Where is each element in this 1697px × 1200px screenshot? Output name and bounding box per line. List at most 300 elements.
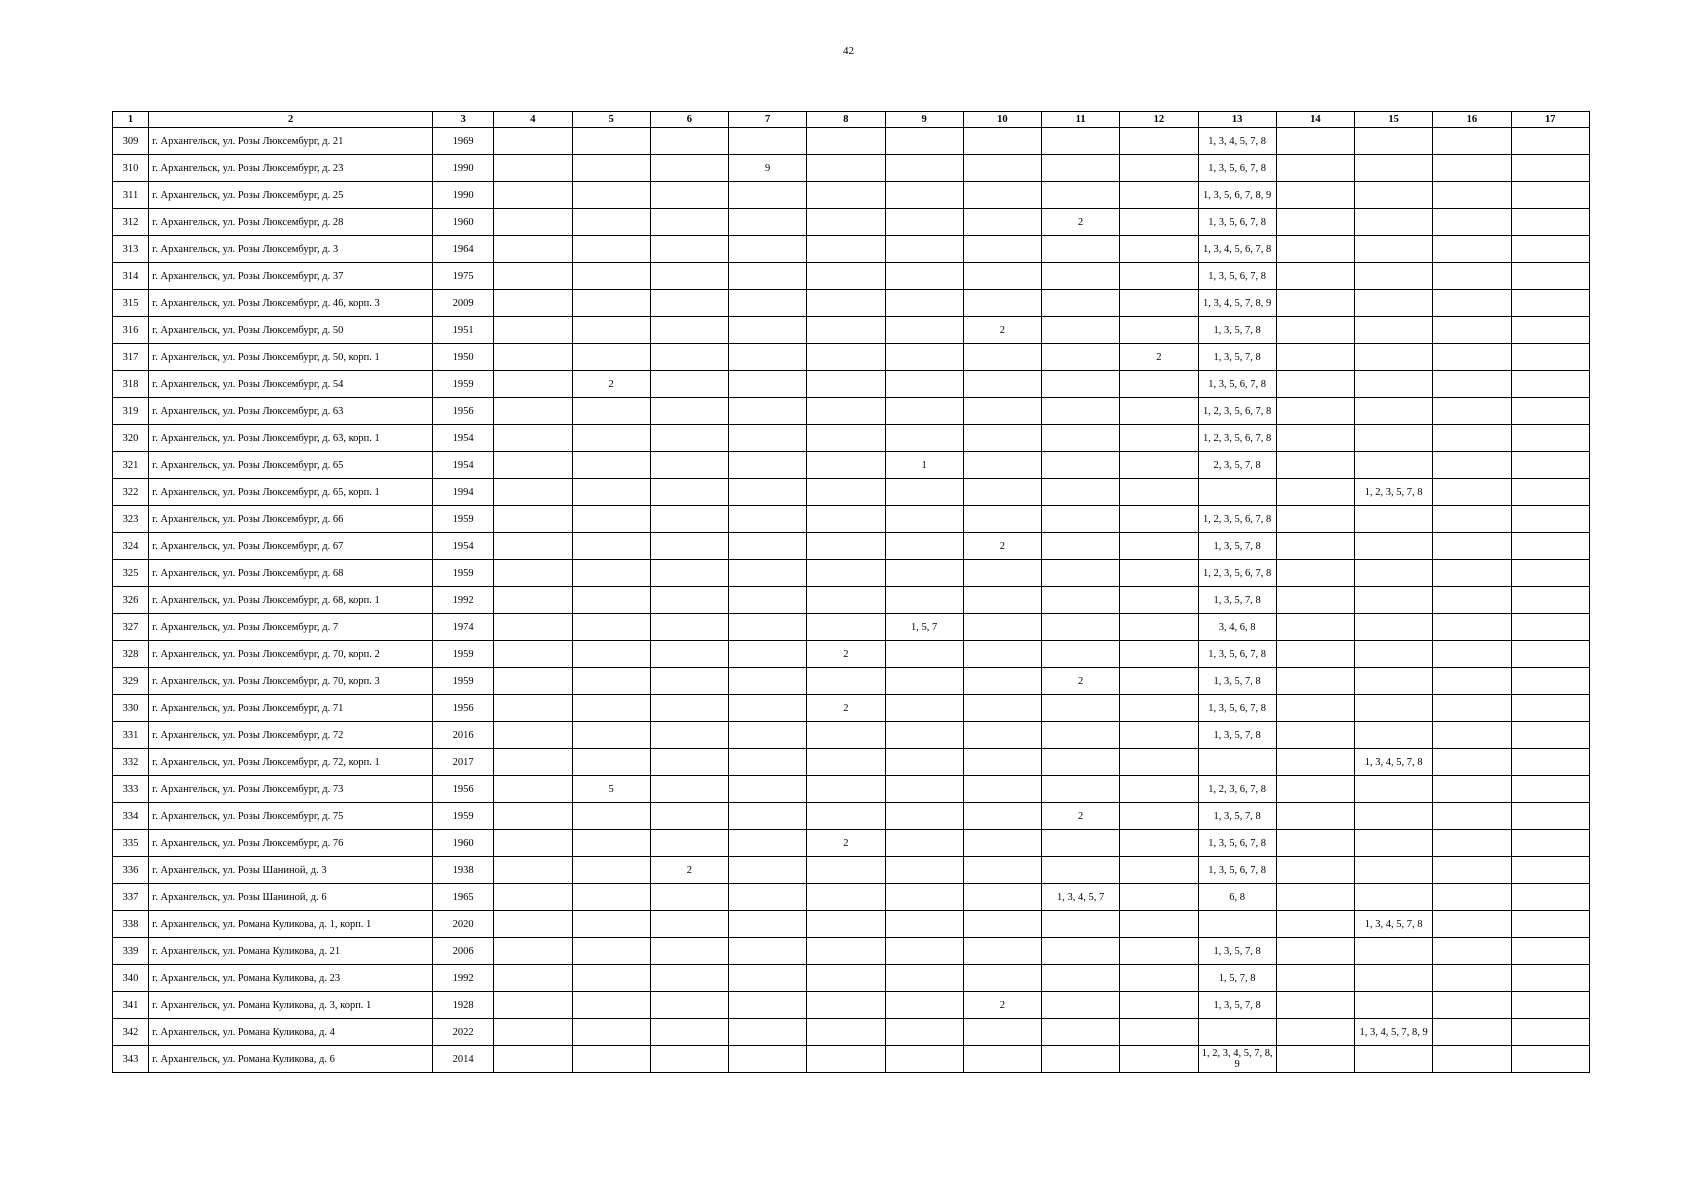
col-12-cell <box>1120 182 1198 209</box>
col-5-cell: 5 <box>572 776 650 803</box>
col-13-cell: 1, 3, 5, 6, 7, 8, 9 <box>1198 182 1276 209</box>
col-6-cell <box>650 668 728 695</box>
col-11-cell: 2 <box>1042 209 1120 236</box>
col-6-cell <box>650 884 728 911</box>
year-cell: 2016 <box>433 722 494 749</box>
col-7-cell <box>729 182 807 209</box>
row-number-cell: 332 <box>113 749 149 776</box>
col-17-cell <box>1511 425 1589 452</box>
col-16-cell <box>1433 587 1511 614</box>
address-cell: г. Архангельск, ул. Розы Люксембург, д. 65 <box>149 452 433 479</box>
col-6-cell <box>650 722 728 749</box>
col-17-cell <box>1511 857 1589 884</box>
col-8-cell <box>807 398 885 425</box>
col-13-cell: 1, 2, 3, 5, 6, 7, 8 <box>1198 398 1276 425</box>
row-number-cell: 335 <box>113 830 149 857</box>
col-14-cell <box>1276 263 1354 290</box>
col-10-cell <box>963 857 1041 884</box>
year-cell: 1990 <box>433 155 494 182</box>
col-13-cell: 1, 3, 5, 7, 8 <box>1198 344 1276 371</box>
col-9-cell <box>885 911 963 938</box>
col-9-cell <box>885 803 963 830</box>
column-header-16: 16 <box>1433 112 1511 128</box>
col-4-cell <box>494 371 572 398</box>
table-row <box>113 776 1590 803</box>
col-6-cell <box>650 830 728 857</box>
col-8-cell <box>807 263 885 290</box>
row-number-cell: 320 <box>113 425 149 452</box>
year-cell: 2020 <box>433 911 494 938</box>
row-number-cell: 327 <box>113 614 149 641</box>
col-7-cell: 9 <box>729 155 807 182</box>
col-12-cell <box>1120 128 1198 155</box>
col-16-cell <box>1433 398 1511 425</box>
col-5-cell <box>572 533 650 560</box>
year-cell: 1959 <box>433 803 494 830</box>
year-cell: 1950 <box>433 344 494 371</box>
col-16-cell <box>1433 209 1511 236</box>
col-5-cell <box>572 830 650 857</box>
year-cell: 1969 <box>433 128 494 155</box>
col-16-cell <box>1433 911 1511 938</box>
col-11-cell <box>1042 155 1120 182</box>
col-7-cell <box>729 371 807 398</box>
col-10-cell <box>963 749 1041 776</box>
year-cell: 1992 <box>433 965 494 992</box>
col-13-cell: 1, 3, 5, 7, 8 <box>1198 803 1276 830</box>
col-7-cell <box>729 668 807 695</box>
col-9-cell <box>885 965 963 992</box>
table-row <box>113 749 1590 776</box>
row-number-cell: 325 <box>113 560 149 587</box>
col-14-cell <box>1276 344 1354 371</box>
table-row <box>113 182 1590 209</box>
col-6-cell <box>650 1019 728 1046</box>
col-17-cell <box>1511 749 1589 776</box>
col-11-cell <box>1042 263 1120 290</box>
col-13-cell <box>1198 1019 1276 1046</box>
col-12-cell <box>1120 155 1198 182</box>
col-11-cell <box>1042 857 1120 884</box>
col-13-cell: 1, 3, 5, 7, 8 <box>1198 533 1276 560</box>
col-5-cell <box>572 668 650 695</box>
col-17-cell <box>1511 830 1589 857</box>
col-12-cell <box>1120 749 1198 776</box>
col-4-cell <box>494 290 572 317</box>
col-11-cell <box>1042 398 1120 425</box>
col-8-cell <box>807 749 885 776</box>
address-cell: г. Архангельск, ул. Розы Люксембург, д. 68, корп. 1 <box>149 587 433 614</box>
col-10-cell <box>963 695 1041 722</box>
col-7-cell <box>729 776 807 803</box>
table-row <box>113 911 1590 938</box>
table-row <box>113 884 1590 911</box>
col-9-cell <box>885 371 963 398</box>
col-15-cell <box>1355 263 1433 290</box>
col-6-cell <box>650 398 728 425</box>
col-11-cell <box>1042 425 1120 452</box>
col-9-cell <box>885 1046 963 1073</box>
year-cell: 2006 <box>433 938 494 965</box>
col-8-cell <box>807 533 885 560</box>
table-row <box>113 263 1590 290</box>
col-5-cell <box>572 911 650 938</box>
col-9-cell <box>885 398 963 425</box>
col-6-cell <box>650 614 728 641</box>
col-9-cell <box>885 695 963 722</box>
col-11-cell <box>1042 965 1120 992</box>
address-cell: г. Архангельск, ул. Розы Люксембург, д. 70, корп. 2 <box>149 641 433 668</box>
col-14-cell <box>1276 992 1354 1019</box>
col-10-cell <box>963 938 1041 965</box>
col-17-cell <box>1511 479 1589 506</box>
address-cell: г. Архангельск, ул. Розы Люксембург, д. 76 <box>149 830 433 857</box>
col-7-cell <box>729 533 807 560</box>
col-8-cell <box>807 857 885 884</box>
col-10-cell <box>963 155 1041 182</box>
col-5-cell <box>572 938 650 965</box>
year-cell: 1990 <box>433 182 494 209</box>
col-7-cell <box>729 506 807 533</box>
col-6-cell <box>650 479 728 506</box>
col-12-cell <box>1120 479 1198 506</box>
column-header-10: 10 <box>963 112 1041 128</box>
col-12-cell <box>1120 506 1198 533</box>
col-4-cell <box>494 749 572 776</box>
col-14-cell <box>1276 425 1354 452</box>
col-17-cell <box>1511 587 1589 614</box>
col-8-cell <box>807 155 885 182</box>
col-14-cell <box>1276 722 1354 749</box>
col-14-cell <box>1276 857 1354 884</box>
col-14-cell <box>1276 830 1354 857</box>
address-cell: г. Архангельск, ул. Розы Люксембург, д. 21 <box>149 128 433 155</box>
column-header-7: 7 <box>729 112 807 128</box>
col-13-cell: 1, 3, 5, 6, 7, 8 <box>1198 371 1276 398</box>
col-12-cell <box>1120 317 1198 344</box>
col-15-cell: 1, 3, 4, 5, 7, 8 <box>1355 749 1433 776</box>
col-15-cell <box>1355 722 1433 749</box>
col-7-cell <box>729 317 807 344</box>
col-10-cell <box>963 803 1041 830</box>
table-body <box>113 128 1590 1073</box>
col-14-cell <box>1276 1019 1354 1046</box>
col-14-cell <box>1276 884 1354 911</box>
col-15-cell <box>1355 533 1433 560</box>
col-11-cell: 2 <box>1042 668 1120 695</box>
row-number-cell: 328 <box>113 641 149 668</box>
col-5-cell <box>572 587 650 614</box>
address-cell: г. Архангельск, ул. Романа Куликова, д. 6 <box>149 1046 433 1073</box>
row-number-cell: 337 <box>113 884 149 911</box>
column-header-9: 9 <box>885 112 963 128</box>
col-11-cell <box>1042 641 1120 668</box>
col-12-cell <box>1120 560 1198 587</box>
col-14-cell <box>1276 695 1354 722</box>
col-15-cell <box>1355 506 1433 533</box>
col-9-cell <box>885 587 963 614</box>
col-15-cell <box>1355 317 1433 344</box>
col-10-cell <box>963 128 1041 155</box>
row-number-cell: 341 <box>113 992 149 1019</box>
col-15-cell <box>1355 398 1433 425</box>
col-5-cell: 2 <box>572 371 650 398</box>
col-14-cell <box>1276 533 1354 560</box>
col-15-cell <box>1355 182 1433 209</box>
col-8-cell <box>807 128 885 155</box>
col-16-cell <box>1433 182 1511 209</box>
year-cell: 1928 <box>433 992 494 1019</box>
col-4-cell <box>494 830 572 857</box>
col-13-cell: 1, 3, 5, 6, 7, 8 <box>1198 641 1276 668</box>
col-16-cell <box>1433 722 1511 749</box>
col-8-cell <box>807 182 885 209</box>
col-5-cell <box>572 965 650 992</box>
col-16-cell <box>1433 317 1511 344</box>
col-13-cell: 1, 3, 4, 5, 6, 7, 8 <box>1198 236 1276 263</box>
col-17-cell <box>1511 911 1589 938</box>
col-9-cell <box>885 1019 963 1046</box>
col-4-cell <box>494 992 572 1019</box>
col-17-cell <box>1511 884 1589 911</box>
col-6-cell <box>650 290 728 317</box>
col-8-cell <box>807 371 885 398</box>
col-7-cell <box>729 479 807 506</box>
col-14-cell <box>1276 128 1354 155</box>
row-number-cell: 329 <box>113 668 149 695</box>
col-11-cell <box>1042 344 1120 371</box>
col-10-cell <box>963 209 1041 236</box>
col-14-cell <box>1276 371 1354 398</box>
address-cell: г. Архангельск, ул. Розы Люксембург, д. 28 <box>149 209 433 236</box>
col-16-cell <box>1433 344 1511 371</box>
col-8-cell <box>807 911 885 938</box>
col-5-cell <box>572 425 650 452</box>
col-8-cell: 2 <box>807 641 885 668</box>
col-13-cell: 1, 5, 7, 8 <box>1198 965 1276 992</box>
col-15-cell <box>1355 803 1433 830</box>
col-13-cell <box>1198 749 1276 776</box>
col-12-cell <box>1120 641 1198 668</box>
col-14-cell <box>1276 506 1354 533</box>
col-11-cell <box>1042 479 1120 506</box>
col-6-cell <box>650 182 728 209</box>
column-header-14: 14 <box>1276 112 1354 128</box>
col-8-cell <box>807 1046 885 1073</box>
col-7-cell <box>729 1046 807 1073</box>
col-10-cell <box>963 560 1041 587</box>
col-13-cell: 1, 3, 5, 6, 7, 8 <box>1198 830 1276 857</box>
table-row <box>113 290 1590 317</box>
col-8-cell <box>807 965 885 992</box>
col-8-cell: 2 <box>807 695 885 722</box>
col-16-cell <box>1433 776 1511 803</box>
col-7-cell <box>729 587 807 614</box>
col-11-cell <box>1042 938 1120 965</box>
col-4-cell <box>494 533 572 560</box>
col-12-cell <box>1120 209 1198 236</box>
col-16-cell <box>1433 614 1511 641</box>
year-cell: 2022 <box>433 1019 494 1046</box>
col-6-cell <box>650 992 728 1019</box>
col-11-cell <box>1042 317 1120 344</box>
row-number-cell: 333 <box>113 776 149 803</box>
address-cell: г. Архангельск, ул. Романа Куликова, д. 21 <box>149 938 433 965</box>
col-7-cell <box>729 398 807 425</box>
row-number-cell: 326 <box>113 587 149 614</box>
table-row <box>113 668 1590 695</box>
col-7-cell <box>729 560 807 587</box>
col-15-cell <box>1355 830 1433 857</box>
col-9-cell <box>885 641 963 668</box>
row-number-cell: 317 <box>113 344 149 371</box>
row-number-cell: 310 <box>113 155 149 182</box>
col-13-cell: 1, 3, 5, 7, 8 <box>1198 722 1276 749</box>
row-number-cell: 324 <box>113 533 149 560</box>
address-cell: г. Архангельск, ул. Розы Люксембург, д. 75 <box>149 803 433 830</box>
row-number-cell: 321 <box>113 452 149 479</box>
col-9-cell <box>885 533 963 560</box>
col-10-cell <box>963 182 1041 209</box>
col-12-cell <box>1120 668 1198 695</box>
col-9-cell <box>885 992 963 1019</box>
col-11-cell <box>1042 182 1120 209</box>
row-number-cell: 330 <box>113 695 149 722</box>
address-cell: г. Архангельск, ул. Розы Люксембург, д. 63, корп. 1 <box>149 425 433 452</box>
col-8-cell <box>807 803 885 830</box>
col-5-cell <box>572 155 650 182</box>
year-cell: 1954 <box>433 533 494 560</box>
col-4-cell <box>494 344 572 371</box>
col-9-cell <box>885 209 963 236</box>
col-8-cell <box>807 722 885 749</box>
col-5-cell <box>572 452 650 479</box>
col-6-cell <box>650 911 728 938</box>
col-9-cell <box>885 182 963 209</box>
col-16-cell <box>1433 506 1511 533</box>
col-15-cell <box>1355 425 1433 452</box>
col-17-cell <box>1511 668 1589 695</box>
col-10-cell: 2 <box>963 533 1041 560</box>
col-12-cell <box>1120 911 1198 938</box>
col-11-cell <box>1042 911 1120 938</box>
col-8-cell <box>807 236 885 263</box>
col-7-cell <box>729 128 807 155</box>
row-number-cell: 311 <box>113 182 149 209</box>
col-6-cell <box>650 587 728 614</box>
col-6-cell <box>650 371 728 398</box>
col-6-cell <box>650 560 728 587</box>
col-8-cell <box>807 776 885 803</box>
col-4-cell <box>494 668 572 695</box>
address-cell: г. Архангельск, ул. Розы Люксембург, д. 63 <box>149 398 433 425</box>
col-17-cell <box>1511 452 1589 479</box>
col-5-cell <box>572 182 650 209</box>
col-13-cell: 1, 3, 5, 7, 8 <box>1198 992 1276 1019</box>
col-7-cell <box>729 992 807 1019</box>
col-13-cell: 1, 3, 5, 6, 7, 8 <box>1198 695 1276 722</box>
page-number: 42 <box>843 45 854 57</box>
col-17-cell <box>1511 965 1589 992</box>
column-header-5: 5 <box>572 112 650 128</box>
year-cell: 1974 <box>433 614 494 641</box>
col-15-cell <box>1355 641 1433 668</box>
col-12-cell <box>1120 614 1198 641</box>
col-14-cell <box>1276 209 1354 236</box>
col-6-cell <box>650 1046 728 1073</box>
address-cell: г. Архангельск, ул. Розы Люксембург, д. 72, корп. 1 <box>149 749 433 776</box>
address-cell: г. Архангельск, ул. Романа Куликова, д. 23 <box>149 965 433 992</box>
col-6-cell <box>650 263 728 290</box>
col-14-cell <box>1276 749 1354 776</box>
col-11-cell <box>1042 371 1120 398</box>
address-cell: г. Архангельск, ул. Розы Люксембург, д. 3 <box>149 236 433 263</box>
column-header-6: 6 <box>650 112 728 128</box>
col-13-cell: 1, 3, 4, 5, 7, 8 <box>1198 128 1276 155</box>
col-10-cell <box>963 614 1041 641</box>
col-15-cell <box>1355 614 1433 641</box>
col-17-cell <box>1511 776 1589 803</box>
column-header-15: 15 <box>1355 112 1433 128</box>
col-10-cell <box>963 344 1041 371</box>
col-6-cell <box>650 749 728 776</box>
col-12-cell <box>1120 371 1198 398</box>
col-4-cell <box>494 452 572 479</box>
col-16-cell <box>1433 533 1511 560</box>
col-17-cell <box>1511 533 1589 560</box>
col-15-cell: 1, 3, 4, 5, 7, 8 <box>1355 911 1433 938</box>
col-12-cell <box>1120 1046 1198 1073</box>
col-11-cell <box>1042 533 1120 560</box>
col-4-cell <box>494 803 572 830</box>
address-cell: г. Архангельск, ул. Розы Люксембург, д. 23 <box>149 155 433 182</box>
col-12-cell <box>1120 803 1198 830</box>
row-number-cell: 331 <box>113 722 149 749</box>
col-12-cell <box>1120 857 1198 884</box>
col-14-cell <box>1276 614 1354 641</box>
col-4-cell <box>494 641 572 668</box>
table-row <box>113 722 1590 749</box>
col-11-cell <box>1042 506 1120 533</box>
col-10-cell <box>963 425 1041 452</box>
col-4-cell <box>494 884 572 911</box>
col-15-cell: 1, 3, 4, 5, 7, 8, 9 <box>1355 1019 1433 1046</box>
col-13-cell: 1, 3, 5, 7, 8 <box>1198 668 1276 695</box>
col-15-cell <box>1355 884 1433 911</box>
col-16-cell <box>1433 236 1511 263</box>
col-8-cell <box>807 560 885 587</box>
col-12-cell <box>1120 938 1198 965</box>
year-cell: 1964 <box>433 236 494 263</box>
col-4-cell <box>494 587 572 614</box>
year-cell: 1960 <box>433 209 494 236</box>
row-number-cell: 336 <box>113 857 149 884</box>
col-14-cell <box>1276 587 1354 614</box>
col-6-cell <box>650 695 728 722</box>
year-cell: 1959 <box>433 506 494 533</box>
col-16-cell <box>1433 749 1511 776</box>
col-13-cell: 1, 3, 5, 6, 7, 8 <box>1198 209 1276 236</box>
col-10-cell <box>963 371 1041 398</box>
table-row <box>113 938 1590 965</box>
col-14-cell <box>1276 776 1354 803</box>
year-cell: 1959 <box>433 668 494 695</box>
col-14-cell <box>1276 668 1354 695</box>
col-7-cell <box>729 614 807 641</box>
col-5-cell <box>572 722 650 749</box>
col-8-cell <box>807 938 885 965</box>
col-5-cell <box>572 506 650 533</box>
